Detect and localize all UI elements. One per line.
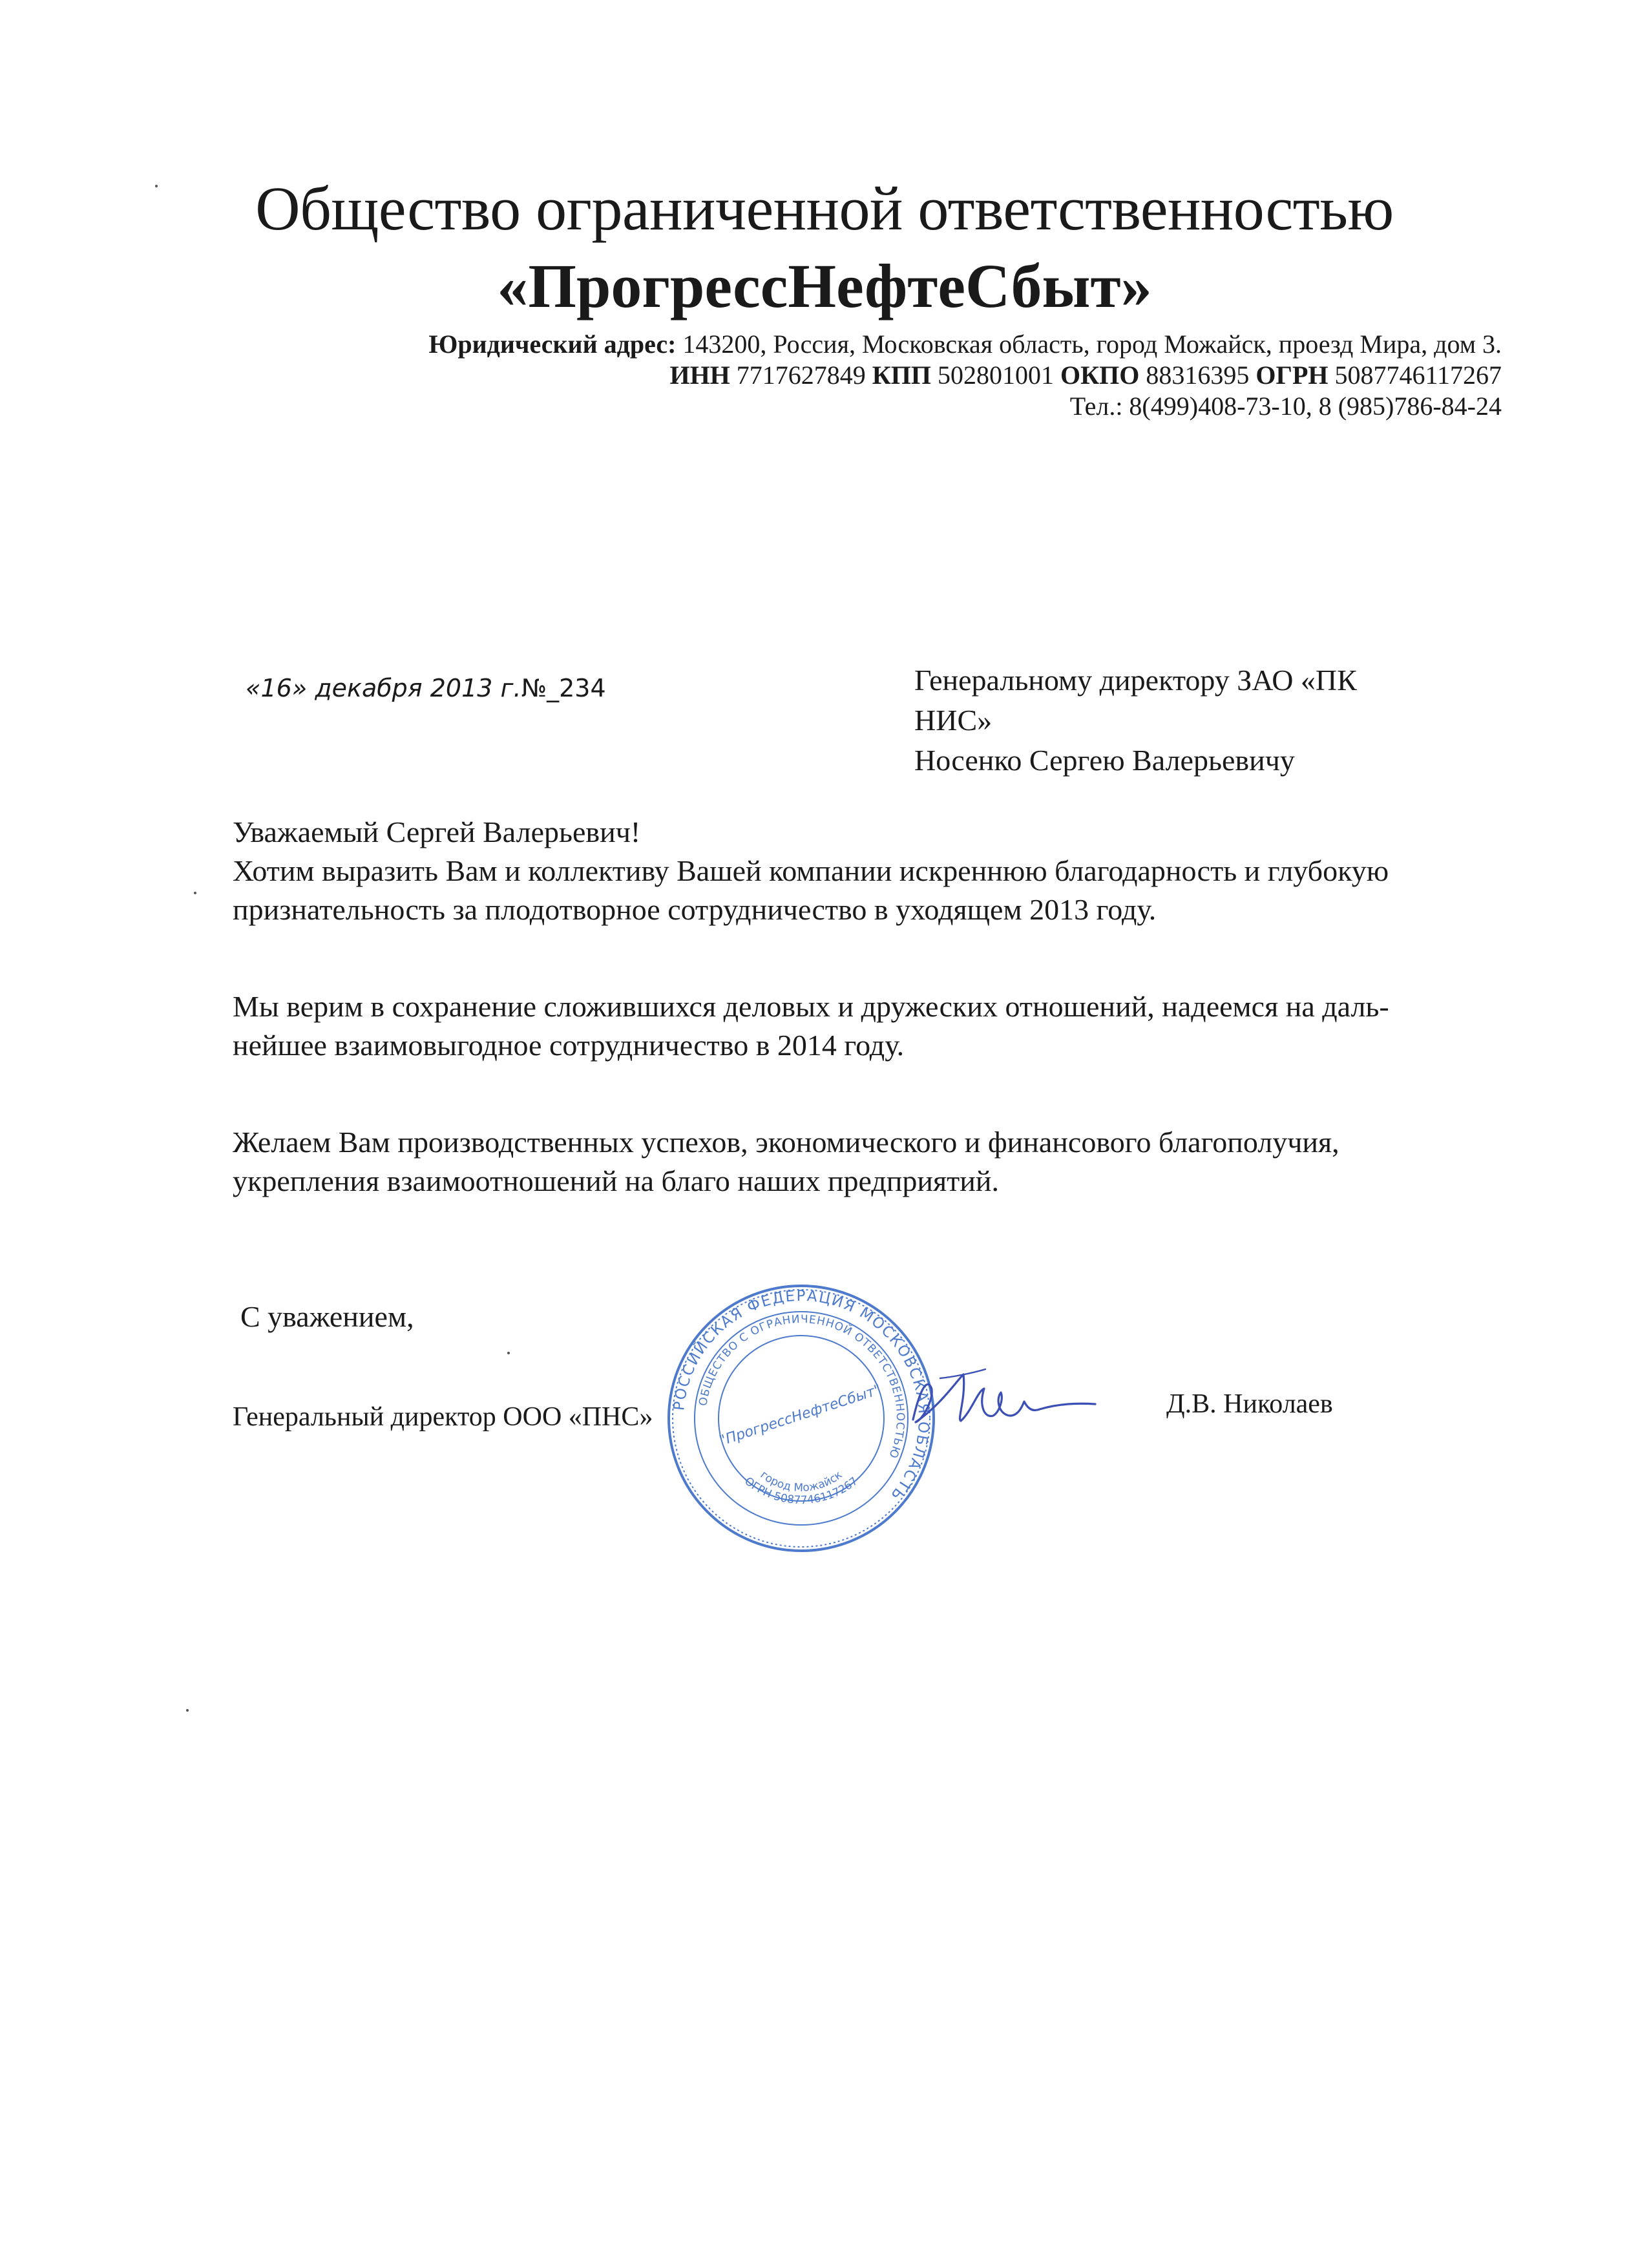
body-line: укрепления взаимоотношений на благо наших предприятий. bbox=[233, 1164, 1000, 1197]
addressee-block bbox=[914, 660, 1418, 781]
stamp-city-text: город Можайск bbox=[757, 1468, 845, 1495]
phone-line: Тел.: 8(499)408-73-10, 8 (985)786-84-24 bbox=[1069, 392, 1502, 421]
stamp-center-text: "ПрогрессНефтеСбыт" bbox=[717, 1381, 883, 1450]
greeting: Уважаемый Сергей Валерьевич! bbox=[233, 815, 641, 848]
kpp-value: 502801001 bbox=[938, 361, 1055, 390]
address-label: Юридический адрес: bbox=[428, 330, 677, 359]
org-name-heading: «ПрогрессНефтеСбыт» bbox=[497, 251, 1152, 320]
signer-title: Генеральный директор ООО «ПНС» bbox=[233, 1402, 653, 1432]
letter-body bbox=[233, 813, 1486, 1201]
letter-number-label: №_ bbox=[521, 674, 560, 702]
okpo-label: ОКПО bbox=[1060, 361, 1140, 390]
letter-number: 234 bbox=[559, 674, 606, 702]
scan-speck bbox=[186, 1709, 189, 1712]
legal-address-line bbox=[428, 330, 1502, 359]
address-value: 143200, Россия, Московская область, город Можайск, проезд Мира, дом 3. bbox=[682, 330, 1502, 359]
closing-phrase: С уважением, bbox=[240, 1300, 414, 1333]
letter-date: «16» декабря 2013 г. bbox=[246, 674, 521, 702]
letter-date-number bbox=[246, 672, 606, 704]
body-line: Мы верим в сохранение сложившихся деловых и дружеских отношений, надеемся на даль- bbox=[233, 990, 1389, 1023]
ogrn-value: 5087746117267 bbox=[1334, 361, 1502, 390]
scan-speck bbox=[194, 892, 196, 894]
inn-value: 7717627849 bbox=[736, 361, 866, 390]
body-line: нейшее взаимовыгодное сотрудничество в 2014 году. bbox=[233, 1029, 905, 1062]
body-line: признательность за плодотворное сотрудничество в уходящем 2013 году. bbox=[233, 893, 1157, 926]
ogrn-label: ОГРН bbox=[1255, 361, 1329, 390]
scan-speck bbox=[507, 1352, 510, 1354]
stamp-outer-text: РОССИЙСКАЯ ФЕДЕРАЦИЯ МОСКОВСКАЯ ОБЛАСТЬ bbox=[671, 1287, 932, 1504]
signer-name: Д.В. Николаев bbox=[1166, 1389, 1333, 1419]
body-line: Желаем Вам производственных успехов, экономического и финансового благополучия, bbox=[233, 1126, 1339, 1159]
scan-speck bbox=[155, 185, 158, 187]
addressee-line: НИС» bbox=[914, 704, 993, 737]
stamp-inner-text: ОБЩЕСТВО С ОГРАНИЧЕННОЙ ОТВЕТСТВЕННОСТЬЮ bbox=[697, 1312, 907, 1461]
addressee-line: Носенко Сергею Валерьевичу bbox=[914, 744, 1295, 777]
stamp-ogrn-text: ОГРН 5087746117267 bbox=[742, 1475, 861, 1507]
addressee-line: Генеральному директору ЗАО «ПК bbox=[914, 664, 1357, 697]
kpp-label: КПП bbox=[872, 361, 932, 390]
handwritten-signature bbox=[901, 1360, 1108, 1438]
org-type-heading: Общество ограниченной ответственностью bbox=[255, 174, 1394, 243]
company-seal-stamp bbox=[666, 1283, 937, 1554]
inn-label: ИНН bbox=[669, 361, 730, 390]
body-line: Хотим выразить Вам и коллективу Вашей компании искреннюю благодарность и глубокую bbox=[233, 854, 1389, 887]
registration-codes-line bbox=[669, 361, 1502, 390]
okpo-value: 88316395 bbox=[1146, 361, 1250, 390]
